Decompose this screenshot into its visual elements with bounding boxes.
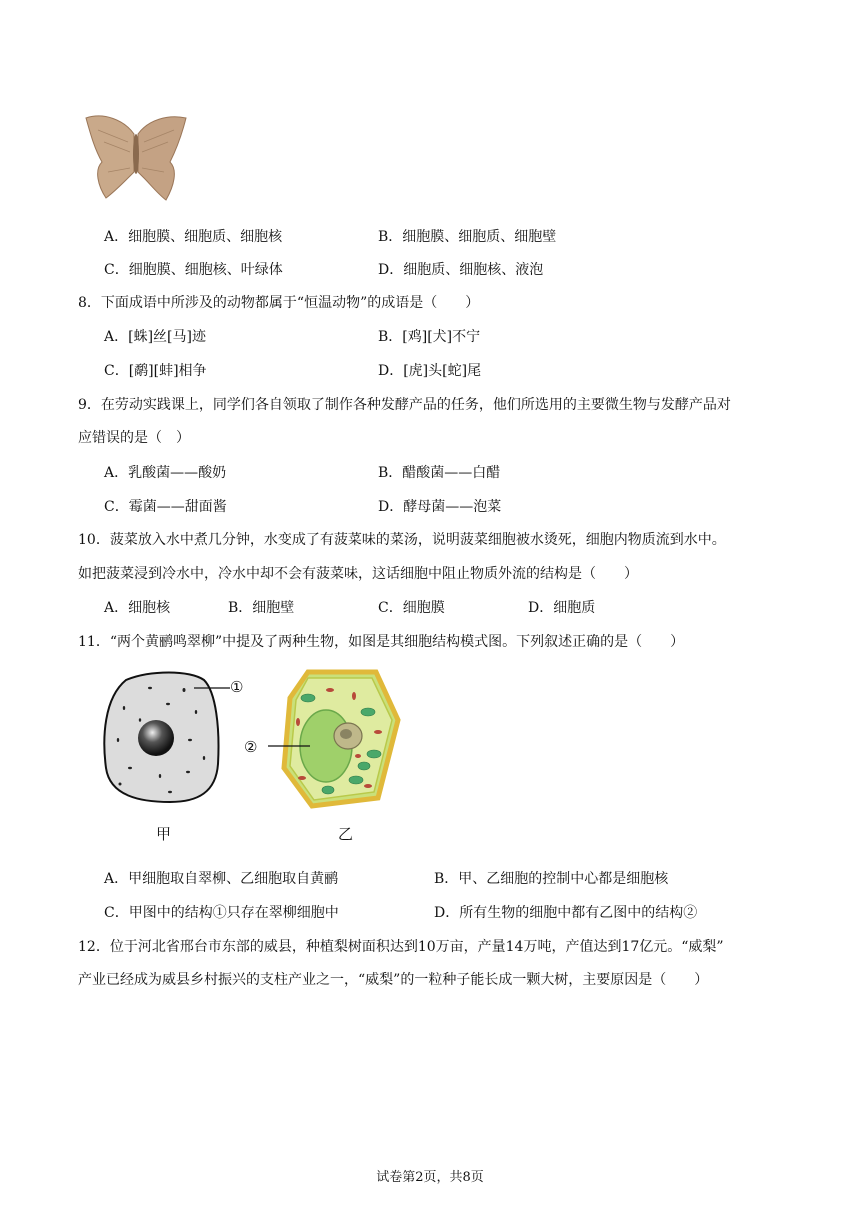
q12-stem-line1: 12．位于河北省邢台市东部的威县，种植梨树面积达到10万亩，产量14万吨，产值达到17亿元。“威梨” (78, 939, 724, 955)
q8-stem: 8．下面成语中所涉及的动物都属于“恒温动物”的成语是（ ） (78, 295, 480, 311)
q10-option-b: B．细胞壁 (228, 600, 295, 616)
q11-option-c: C．甲图中的结构①只存在翠柳细胞中 (104, 905, 339, 921)
q11-stem: 11．“两个黄鹂鸣翠柳”中提及了两种生物，如图是其细胞结构模式图。下列叙述正确的是（ ） (78, 634, 685, 650)
q8-option-d: D．[虎]头[蛇]尾 (378, 363, 482, 379)
q11-option-a: A．甲细胞取自翠柳、乙细胞取自黄鹂 (104, 871, 339, 887)
plant-cell-diagram (268, 668, 402, 810)
q9-stem-line2: 应错误的是（ ） (78, 430, 190, 446)
q9-option-b: B．醋酸菌——白醋 (378, 465, 501, 481)
q9-option-a: A．乳酸菌——酸奶 (104, 465, 227, 481)
q7-option-b: B．细胞膜、细胞质、细胞壁 (378, 229, 557, 245)
q7-option-a: A．细胞膜、细胞质、细胞核 (104, 229, 283, 245)
q12-stem-line2: 产业已经成为威县乡村振兴的支柱产业之一，“威梨”的一粒种子能长成一颗大树，主要原因是（ ） (78, 972, 709, 988)
q8-option-a: A．[蛛]丝[马]迹 (104, 329, 206, 345)
q9-option-c: C．霉菌——甜面酱 (104, 499, 227, 515)
label-structure-2: ② (244, 738, 258, 756)
q7-option-d: D．细胞质、细胞核、液泡 (378, 262, 544, 278)
q10-stem-line1: 10．菠菜放入水中煮几分钟，水变成了有菠菜味的菜汤，说明菠菜细胞被水烫死，细胞内物质流到水中。 (78, 532, 726, 548)
q11-option-b: B．甲、乙细胞的控制中心都是细胞核 (434, 871, 669, 887)
butterfly-image (84, 112, 188, 208)
q10-option-c: C．细胞膜 (378, 600, 445, 616)
q9-option-d: D．酵母菌——泡菜 (378, 499, 502, 515)
q10-stem-line2: 如把菠菜浸到冷水中，冷水中却不会有菠菜味，这话细胞中阻止物质外流的结构是（ ） (78, 566, 638, 582)
q10-option-d: D．细胞质 (528, 600, 596, 616)
q11-option-d: D．所有生物的细胞中都有乙图中的结构② (434, 905, 698, 921)
caption-jia: 甲 (156, 825, 172, 843)
q10-option-a: A．细胞核 (104, 600, 171, 616)
q8-option-b: B．[鸡][犬]不宁 (378, 329, 481, 345)
caption-yi: 乙 (338, 825, 354, 843)
page-footer: 试卷第2页，共8页 (376, 1170, 484, 1185)
label-structure-1: ① (230, 678, 244, 696)
q8-option-c: C．[鹬][蚌]相争 (104, 363, 207, 379)
q7-option-c: C．细胞膜、细胞核、叶绿体 (104, 262, 283, 278)
q9-stem-line1: 9．在劳动实践课上，同学们各自领取了制作各种发酵产品的任务，他们所选用的主要微生物与发酵产品对 (78, 397, 731, 413)
